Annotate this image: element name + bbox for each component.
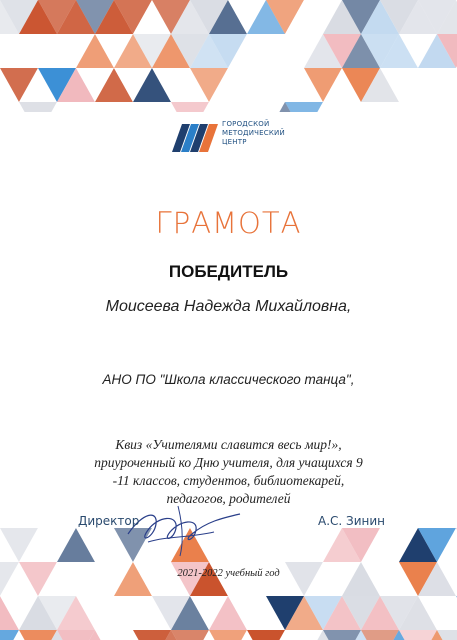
recipient-organization: АНО ПО "Школа классического танца", [102, 372, 355, 387]
decor-triangle [95, 102, 133, 112]
description-line: Квиз «Учителями славится весь мир!», [115, 437, 342, 452]
decor-triangle [399, 102, 437, 112]
logo-line-2: МЕТОДИЧЕСКИЙ [222, 129, 285, 137]
certificate-subtitle: ПОБЕДИТЕЛЬ [168, 262, 289, 281]
decor-triangle [19, 102, 57, 112]
decor-triangle [209, 630, 247, 640]
description-line: педагогов, родителей [166, 491, 291, 506]
decor-triangle [247, 102, 285, 112]
decor-triangle [133, 102, 171, 112]
decor-triangle [95, 630, 133, 640]
director-name: А.С. Зинин [318, 514, 386, 528]
logo-line-1: ГОРОДСКОЙ [222, 120, 270, 128]
decor-triangle [323, 630, 361, 640]
decor-triangle [323, 102, 361, 112]
decor-triangle [361, 102, 399, 112]
decor-triangle [171, 102, 209, 112]
decor-triangle [171, 630, 209, 640]
decor-triangle [285, 630, 323, 640]
decor-triangle [361, 630, 399, 640]
decor-triangle [57, 102, 95, 112]
director-label: Директор [78, 514, 140, 528]
logo [172, 118, 302, 154]
decor-triangle [57, 630, 95, 640]
logo-line-3: ЦЕНТР [222, 138, 247, 146]
description-line: -11 классов, студентов, библиотекарей, [112, 473, 345, 488]
logo-mark-icon [172, 124, 218, 152]
logo-text [222, 120, 285, 147]
decor-triangle [285, 102, 323, 112]
description-line: приуроченный ко Дню учителя, для учащихся 9 [94, 455, 363, 470]
decor-triangle [209, 102, 247, 112]
top-triangle-pattern [0, 0, 457, 112]
decor-triangle [133, 630, 171, 640]
decor-triangle [399, 630, 437, 640]
academic-year: 2021-2022 учебный год [177, 568, 280, 579]
recipient-name: Моисеева Надежда Михайловна, [105, 298, 352, 315]
certificate-title: ГРАМОТА [155, 206, 302, 240]
decor-triangle [19, 630, 57, 640]
decor-triangle [247, 630, 285, 640]
